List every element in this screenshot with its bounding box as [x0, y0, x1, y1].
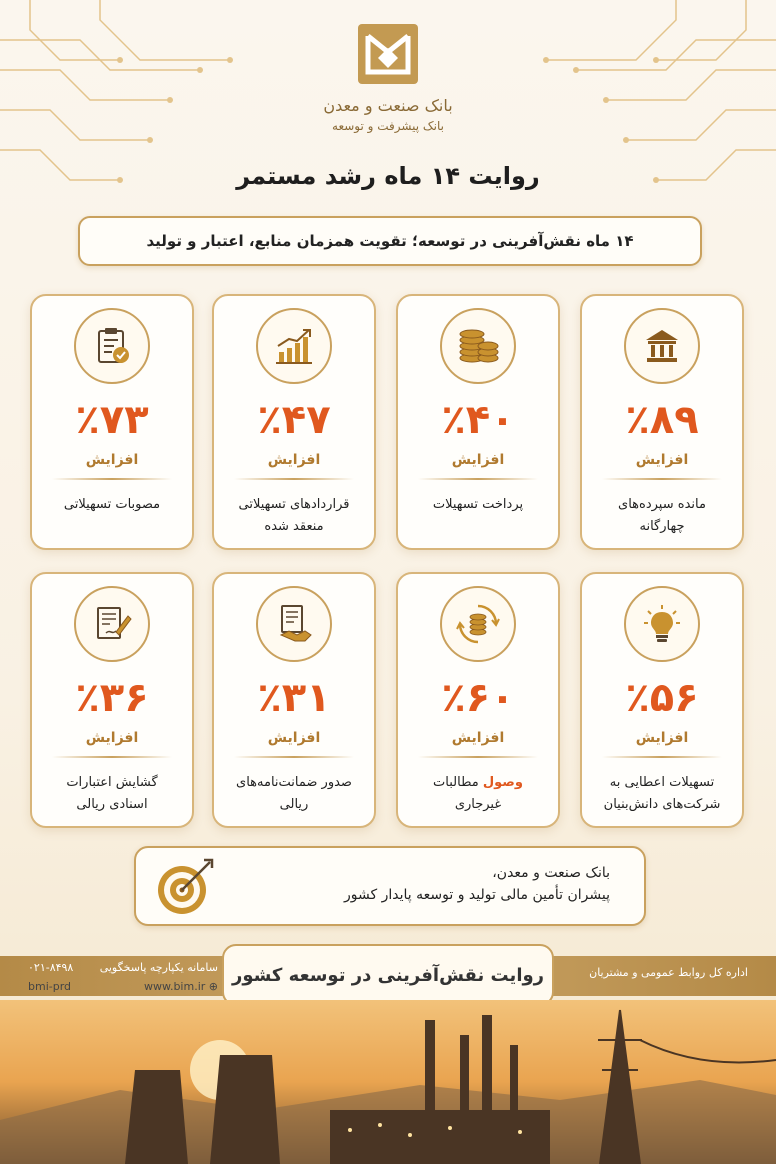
slogan-line-1: بانک صنعت و معدن، — [492, 865, 610, 881]
divider — [602, 478, 722, 480]
stat-description — [214, 772, 374, 816]
desc-line-1: گشایش اعتبارات — [66, 775, 158, 790]
globe-icon: ⊕ — [208, 980, 218, 993]
bank-logo-block — [0, 22, 776, 133]
stat-percent: ٪۸۹ — [625, 397, 699, 443]
stat-increase-label: افزایش — [85, 730, 139, 746]
handshake-document-icon — [256, 586, 332, 662]
coins-icon — [440, 308, 516, 384]
stat-description — [32, 494, 192, 516]
clipboard-check-icon — [74, 308, 150, 384]
stat-percent: ٪۴۷ — [257, 397, 331, 443]
desc-line-2: ریالی — [279, 797, 309, 812]
desc-line-2: چهارگانه — [639, 519, 685, 534]
desc-line-2: غیرجاری — [454, 797, 502, 812]
bank-name: بانک صنعت و معدن — [323, 96, 453, 115]
stat-description — [214, 494, 374, 538]
divider — [602, 756, 722, 758]
desc-line-1: مانده سپرده‌های — [618, 497, 706, 512]
slogan-banner — [134, 846, 646, 926]
social-handle[interactable]: bmi-prd — [28, 980, 72, 993]
desc-line-2: شرکت‌های دانش‌بنیان — [603, 797, 721, 812]
stat-card-loan-payment — [396, 294, 560, 550]
website-text: www.bim.ir — [143, 980, 206, 993]
stat-card-approvals — [30, 294, 194, 550]
stat-description — [582, 494, 742, 538]
coin-cycle-icon — [440, 586, 516, 662]
stat-percent: ٪۷۳ — [75, 397, 149, 443]
desc-line-1: تسهیلات اعطایی به — [609, 775, 715, 790]
desc-line-1: پرداخت تسهیلات — [432, 497, 524, 512]
desc-line-1 — [408, 772, 548, 794]
footer-links — [28, 980, 218, 993]
divider — [234, 756, 354, 758]
footer-department: اداره کل روابط عمومی و مشتریان — [589, 966, 748, 979]
growth-chart-icon — [256, 308, 332, 384]
stat-percent: ٪۵۶ — [625, 675, 699, 721]
footer-slogan — [222, 944, 554, 1006]
subtitle-text: ۱۴ ماه نقش‌آفرینی در توسعه؛ تقویت همزمان منابع، اعتبار و تولید — [146, 232, 634, 250]
stat-description — [398, 494, 558, 516]
stat-card-deposits — [580, 294, 744, 550]
stat-increase-label: افزایش — [451, 452, 505, 468]
divider — [234, 478, 354, 480]
stat-increase-label: افزایش — [267, 452, 321, 468]
stat-increase-label: افزایش — [267, 730, 321, 746]
document-sign-icon — [74, 586, 150, 662]
subtitle-banner — [78, 216, 702, 266]
stat-increase-label: افزایش — [635, 730, 689, 746]
page-title: روایت ۱۴ ماه رشد مستمر — [236, 162, 540, 190]
stat-percent: ٪۳۱ — [257, 675, 331, 721]
stat-increase-label: افزایش — [635, 452, 689, 468]
bank-icon — [624, 308, 700, 384]
stat-increase-label: افزایش — [451, 730, 505, 746]
stat-card-knowledge-based — [580, 572, 744, 828]
bank-logo-icon — [356, 22, 420, 86]
industrial-landscape-image — [0, 1000, 776, 1164]
hotline-label: سامانه یکپارچه پاسخگویی — [99, 960, 218, 974]
stat-card-collections — [396, 572, 560, 828]
desc-line-2: اسنادی ریالی — [76, 797, 148, 812]
stat-card-guarantees — [212, 572, 376, 828]
hotline-number: ۰۲۱-۸۴۹۸ — [28, 960, 74, 974]
divider — [52, 756, 172, 758]
stat-card-letters-of-credit — [30, 572, 194, 828]
desc-line-1: مصوبات تسهیلاتی — [63, 497, 161, 512]
desc-line-2: منعقد شده — [264, 519, 324, 534]
stat-increase-label: افزایش — [85, 452, 139, 468]
slogan-text — [344, 862, 610, 906]
bank-tagline: بانک پیشرفت و توسعه — [332, 119, 444, 133]
divider — [418, 478, 538, 480]
stat-percent: ٪۴۰ — [441, 397, 515, 443]
lightbulb-icon — [624, 586, 700, 662]
desc-line-1-text: مطالبات — [433, 775, 483, 790]
target-icon — [154, 856, 216, 918]
stat-description — [398, 772, 558, 816]
stat-percent: ٪۳۶ — [75, 675, 149, 721]
divider — [418, 756, 538, 758]
desc-line-1: صدور ضمانت‌نامه‌های — [236, 775, 352, 790]
stat-description — [32, 772, 192, 816]
stat-card-contracts — [212, 294, 376, 550]
desc-line-1: قراردادهای تسهیلاتی — [238, 497, 350, 512]
stat-description — [582, 772, 742, 816]
footer-slogan-text: روایت نقش‌آفرینی در توسعه کشور — [231, 964, 545, 986]
divider — [52, 478, 172, 480]
stat-percent: ٪۶۰ — [441, 675, 515, 721]
desc-highlight: وصول — [482, 775, 523, 790]
slogan-line-2: پیشران تأمین مالی تولید و توسعه پایدار کشور — [344, 887, 610, 903]
footer-contact — [28, 958, 218, 976]
website-link[interactable] — [144, 980, 218, 993]
